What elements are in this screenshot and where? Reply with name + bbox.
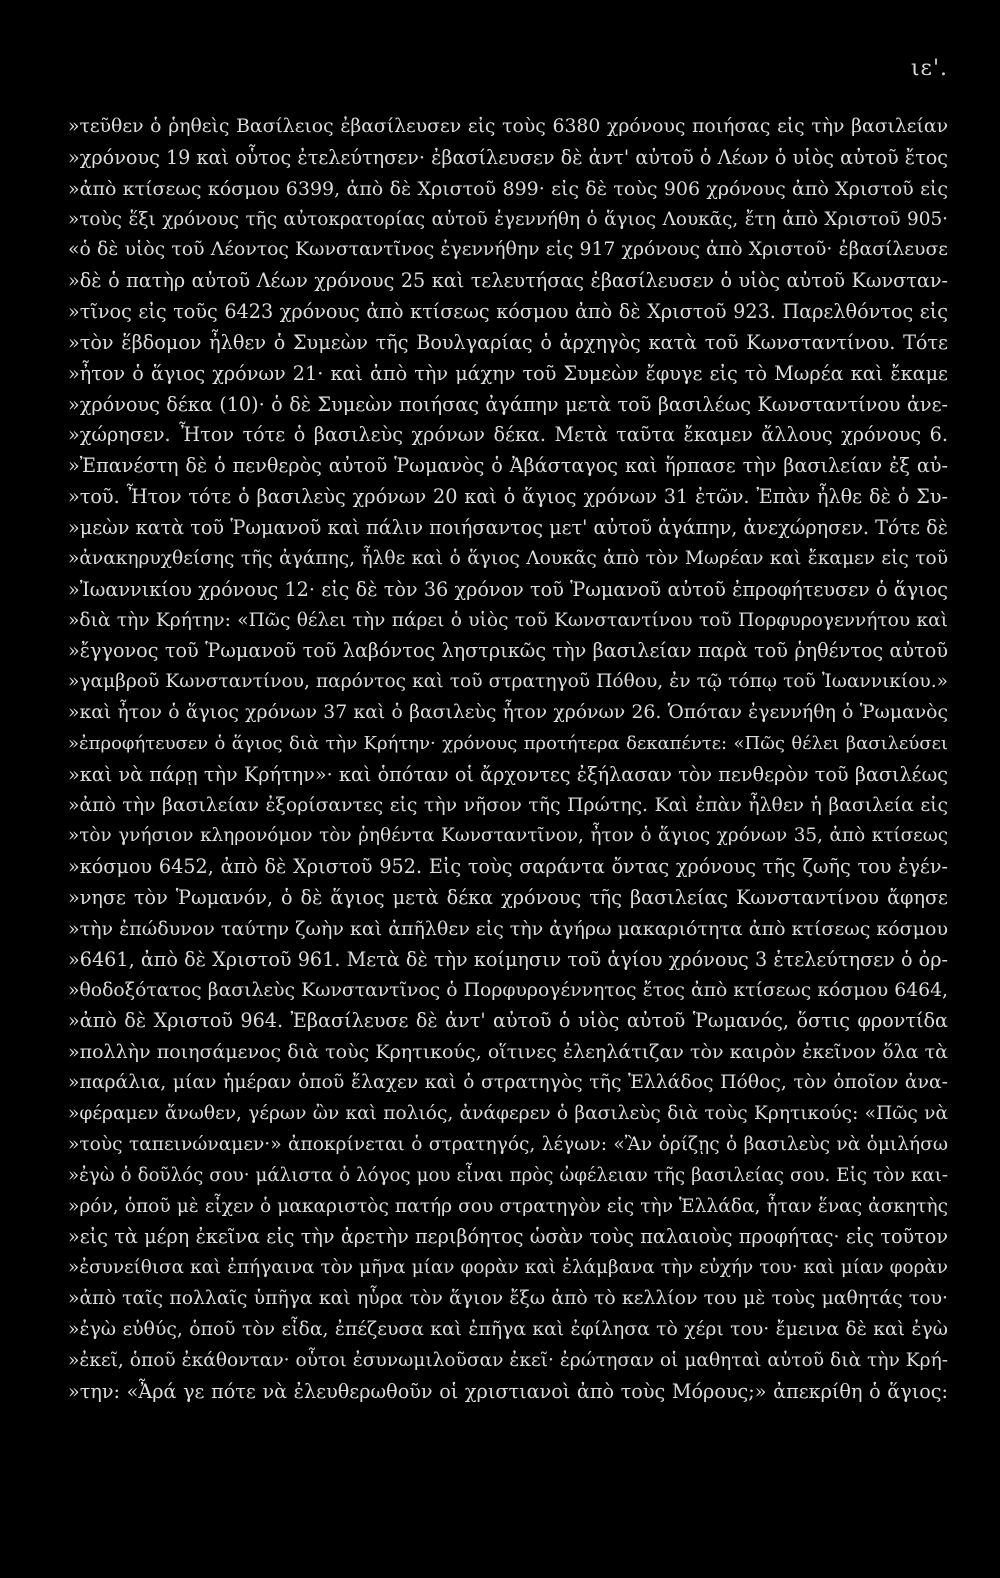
text-line: »τεῦθεν ὁ ῥηθεὶς Βασίλειος ἐβασίλευσεν εἰς τοὺς 6380 χρόνους ποιήσας εἰς τὴν βασιλείαν bbox=[68, 116, 948, 137]
text-line: »την: «Ἆρά γε πότε νὰ ἐλευθερωθοῦν οἱ χριστιανοὶ ἀπὸ τοὺς Μόρους;» ἀπεκρίθη ὁ ἅγιος: bbox=[68, 1379, 948, 1403]
text-line: »ἀπὸ τὴν βασιλείαν ἐξορίσαντες εἰς τὴν νῆσον τῆς Πρώτης. Καὶ ἐπὰν ἦλθεν ἡ βασιλεία εἰς bbox=[68, 794, 948, 816]
text-line: »Ἐπανέστη δὲ ὁ πενθερὸς αὐτοῦ Ῥωμανὸς ὁ Ἀβάσταγος καὶ ἥρπασε τὴν βασιλείαν ἐξ αὐ- bbox=[68, 454, 948, 478]
text-line: »γαμβροῦ Κωνσταντίνου, παρόντος καὶ τοῦ στρατηγοῦ Πόθου, ἐν τῷ τόπῳ τοῦ Ἰωαννικίου.» bbox=[68, 671, 948, 693]
text-line: »τοὺς ἕξι χρόνους τῆς αὐτοκρατορίας αὐτοῦ ἐγεννήθη ὁ ἅγιος Λουκᾶς, ἔτη ἀπὸ Χριστοῦ 905· bbox=[68, 208, 948, 230]
text-line: »6461, ἀπὸ δὲ Χριστοῦ 961. Μετὰ δὲ τὴν κοίμησιν τοῦ ἁγίου χρόνους 3 ἐτελεύτησεν ὁ ὀρ- bbox=[68, 947, 948, 971]
text-line: »ἀνακηρυχθείσης τῆς ἀγάπης, ἦλθε καὶ ὁ ἅγιος Λουκᾶς ἀπὸ τὸν Μωρέαν καὶ ἔκαμεν εἰς τοῦ bbox=[68, 547, 948, 569]
text-line: »τοῦ. Ἦτον τότε ὁ βασιλεὺς χρόνων 20 καὶ ὁ ἅγιος χρόνων 31 ἐτῶν. Ἐπὰν ἦλθε δὲ ὁ Συ- bbox=[68, 485, 948, 509]
text-line: »τὴν ἐπώδυνον ταύτην ζωὴν καὶ ἀπῆλθεν εἰς τὴν ἀγήρω μακαριότητα ἀπὸ κτίσεως κόσμου bbox=[68, 917, 948, 940]
text-body bbox=[68, 112, 948, 1407]
text-line: »καὶ ἦτον ὁ ἅγιος χρόνων 37 καὶ ὁ βασιλεὺς ἦτον χρόνων 26. Ὁπόταν ἐγεννήθη ὁ Ῥωμανὸς bbox=[68, 702, 948, 724]
text-line: »διὰ τὴν Κρήτην: «Πῶς θέλει τὴν πάρει ὁ υἱὸς τοῦ Κωνσταντίνου τοῦ Πορφυρογεννήτου καὶ bbox=[68, 609, 948, 631]
text-line: »ἀπὸ δὲ Χριστοῦ 964. Ἐβασίλευσε δὲ ἀντ' αὐτοῦ ὁ υἱὸς αὐτοῦ Ῥωμανός, ὅστις φροντίδα bbox=[68, 1009, 948, 1033]
text-line: »φέραμεν ἄνωθεν, γέρων ὢν καὶ πολιός, ἀνάφερεν ὁ βασιλεὺς διὰ τοὺς Κρητικούς: «Πῶς νὰ bbox=[68, 1103, 948, 1124]
text-line: »καὶ νὰ πάρῃ τὴν Κρήτην»· καὶ ὁπόταν οἱ ἄρχοντες ἐξήλασαν τὸν πενθερὸν τοῦ βασιλέως bbox=[68, 762, 948, 786]
text-line: »μεὼν κατὰ τοῦ Ῥωμανοῦ καὶ πάλιν ποιήσαντος μετ' αὐτοῦ ἀγάπην, ἀνεχώρησεν. Τότε δὲ bbox=[68, 515, 948, 539]
text-line: »Ἰωαννικίου χρόνους 12· εἰς δὲ τὸν 36 χρόνον τοῦ Ῥωμανοῦ αὐτοῦ ἐπροφήτευσεν ὁ ἅγιος bbox=[68, 577, 948, 601]
text-line: »πολλὴν ποιησάμενος διὰ τοὺς Κρητικούς, οἵτινες ἐλεηλάτιζαν τὸν καιρὸν ἐκεῖνον ὅλα τὰ bbox=[68, 1041, 948, 1064]
text-line: »δὲ ὁ πατὴρ αὐτοῦ Λέων χρόνους 25 καὶ τελευτήσας ἐβασίλευσεν ὁ υἱὸς αὐτοῦ Κωνσταν- bbox=[68, 269, 948, 293]
text-line: »ἀπὸ κτίσεως κόσμου 6399, ἀπὸ δὲ Χριστοῦ 899· εἰς δὲ τοὺς 906 χρόνους ἀπὸ Χριστοῦ εἰς bbox=[68, 177, 948, 200]
text-line: »τῖνος εἰς τοῦς 6423 χρόνους ἀπὸ κτίσεως κόσμου ἀπὸ δὲ Χριστοῦ 923. Παρελθόντος εἰς bbox=[68, 300, 948, 324]
text-line: »θοδοξότατος βασιλεὺς Κωνσταντῖνος ὁ Πορφυρογέννητος ἔτος ἀπὸ κτίσεως κόσμου 6464, bbox=[68, 979, 948, 1001]
text-line: »παράλια, μίαν ἡμέραν ὁποῦ ἔλαχεν καὶ ὁ στρατηγὸς τῆς Ἑλλάδος Πόθος, τὸν ὁποῖον ἀνα- bbox=[68, 1072, 948, 1094]
text-line: »ἐγὼ ὁ δοῦλός σου· μάλιστα ὁ λόγος μου εἶναι πρὸς ὠφέλειαν τῆς βασιλείας σου. Εἰς τὸν και- bbox=[68, 1164, 948, 1186]
text-line: »ρόν, ὁποῦ μὲ εἶχεν ὁ μακαριστὸς πατήρ σου στρατηγὸν εἰς τὴν Ἑλλάδα, ἦταν ἕνας ἀσκητὴς bbox=[68, 1195, 948, 1217]
text-line: »ἦτον ὁ ἅγιος χρόνων 21· καὶ ἀπὸ τὴν μάχην τοῦ Συμεὼν ἔφυγε εἰς τὸ Μωρέα καὶ ἔκαμε bbox=[68, 361, 948, 385]
page-number: ιε'. bbox=[910, 56, 948, 81]
text-line: »χώρησεν. Ἦτον τότε ὁ βασιλεὺς χρόνων δέκα. Μετὰ ταῦτα ἔκαμεν ἄλλους χρόνους 6. bbox=[68, 423, 948, 447]
text-line: »τοὺς ταπεινώναμεν·» ἀποκρίνεται ὁ στρατηγός, λέγων: «Ἂν ὁρίζῃς ὁ βασιλεὺς νὰ ὁμιλήσω bbox=[68, 1133, 948, 1155]
text-line: »εἰς τὰ μέρη ἐκεῖνα εἰς τὴν ἀρετὴν περιβόητος ὡσὰν τοὺς παλαιοὺς προφήτας· εἰς τοῦτον bbox=[68, 1225, 948, 1249]
text-line: »χρόνους δέκα (10)· ὁ δὲ Συμεὼν ποιήσας ἀγάπην μετὰ τοῦ βασιλέως Κωνσταντίνου ἀνε- bbox=[68, 392, 948, 416]
text-line: »ἀπὸ ταῖς πολλαῖς ὑπῆγα καὶ ηὗρα τὸν ἅγιον ἔξω ἀπὸ τὸ κελλίον του μὲ τοὺς μαθητάς του· bbox=[68, 1288, 948, 1310]
text-line: «ὁ δὲ υἱὸς τοῦ Λέοντος Κωνσταντῖνος ἐγεννήθην εἰς 917 χρόνους ἀπὸ Χριστοῦ· ἐβασίλευσε bbox=[68, 239, 948, 261]
text-line: »νησε τὸν Ῥωμανόν, ὁ δὲ ἅγιος μετὰ δέκα χρόνους τῆς βασιλείας Κωνσταντίνου ἄφησε bbox=[68, 886, 948, 910]
text-line: »ἐπροφήτευσεν ὁ ἅγιος διὰ τὴν Κρήτην· χρόνους προτήτερα δεκαπέντε: «Πῶς θέλει βασιλεύσει bbox=[68, 732, 948, 754]
text-line: »ἐγὼ εὐθύς, ὁποῦ τὸν εἶδα, ἐπέζευσα καὶ ἐπῆγα καὶ ἐφίλησα τὸ χέρι του· ἔμεινα δὲ καὶ ἐγὼ bbox=[68, 1318, 948, 1340]
text-line: »ἔγγονος τοῦ Ῥωμανοῦ τοῦ λαβόντος ληστρικῶς τὴν βασιλείαν παρὰ τοῦ ῥηθέντος αὐτοῦ bbox=[68, 639, 948, 663]
text-line: »ἐσυνείθισα καὶ ἐπήγαινα τὸν μῆνα μίαν φορὰν καὶ ἐλάμβανα τὴν εὐχήν του· καὶ μίαν φορὰν bbox=[68, 1257, 948, 1279]
text-line: »τὸν γνήσιον κληρονόμον τὸν ῥηθέντα Κωνσταντῖνον, ἦτον ὁ ἅγιος χρόνων 35, ἀπὸ κτίσεως bbox=[68, 825, 948, 847]
text-line: »κόσμου 6452, ἀπὸ δὲ Χριστοῦ 952. Εἰς τοὺς σαράντα ὄντας χρόνους τῆς ζωῆς του ἐγέν- bbox=[68, 855, 948, 879]
text-line: »τὸν ἕβδομον ἦλθεν ὁ Συμεὼν τῆς Βουλγαρίας ὁ ἀρχηγὸς κατὰ τοῦ Κωνσταντίνου. Τότε bbox=[68, 330, 948, 354]
text-line: »ἐκεῖ, ὁποῦ ἐκάθονταν· οὗτοι ἐσυνωμιλοῦσαν ἐκεῖ· ἐρώτησαν οἱ μαθηταὶ αὐτοῦ διὰ τὴν Κρή- bbox=[68, 1349, 948, 1371]
text-line: »χρόνους 19 καὶ οὗτος ἐτελεύτησεν· ἐβασίλευσεν δὲ ἀντ' αὐτοῦ ὁ Λέων ὁ υἱὸς αὐτοῦ ἔτος bbox=[68, 145, 948, 169]
